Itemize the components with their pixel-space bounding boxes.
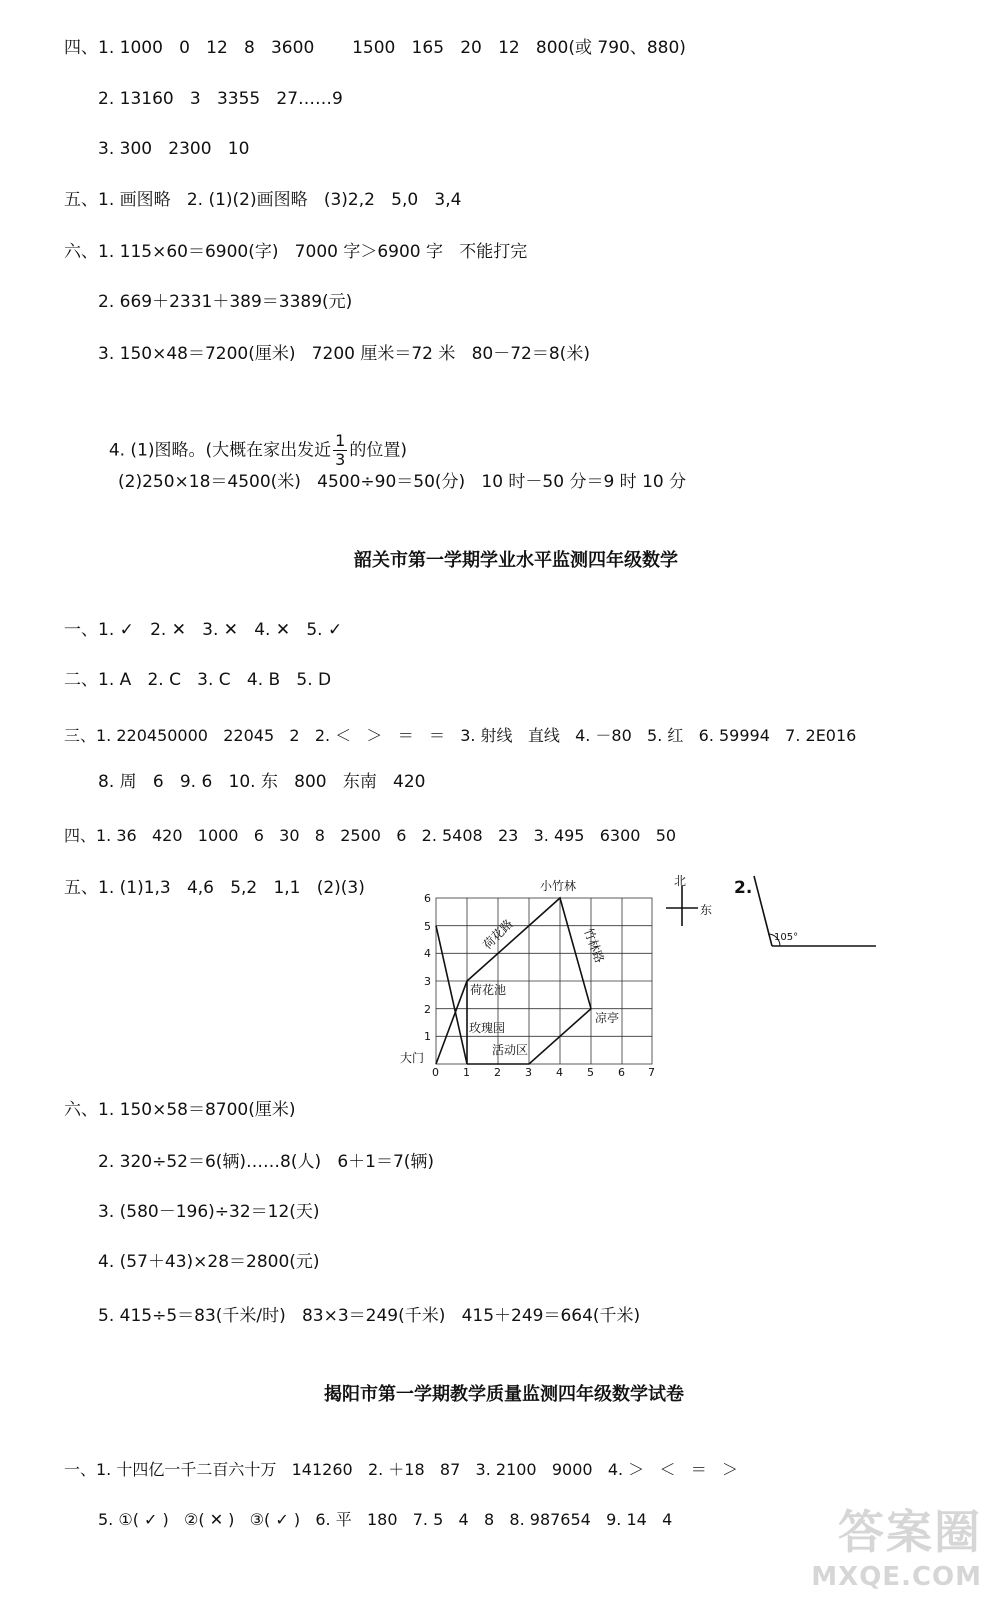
y-tick: 5 xyxy=(424,920,431,933)
answer-line-b6-2: 2. 320÷52＝6(辆)……8(人) 6＋1＝7(辆) xyxy=(98,1152,435,1172)
y-tick: 6 xyxy=(424,892,431,905)
answer-line-b5: 五、1. (1)1,3 4,6 5,2 1,1 (2)(3) xyxy=(64,878,365,898)
park-map xyxy=(396,870,676,1080)
x-tick: 3 xyxy=(525,1066,532,1079)
y-tick: 2 xyxy=(424,1003,431,1016)
answer-line-c5: 5. ①( ✓ ) ②( ✕ ) ③( ✓ ) 6. 平 180 7. 5 4 8 8. 987654 9. 14 4 xyxy=(98,1510,673,1529)
label-lotus-pond: 荷花池 xyxy=(470,983,507,997)
x-tick: 4 xyxy=(556,1066,563,1079)
fraction-denominator: 3 xyxy=(335,450,346,469)
label-activity-area: 活动区 xyxy=(492,1043,529,1057)
y-tick-labels xyxy=(424,892,431,1043)
answer-line-6-4-tail: 的位置) xyxy=(349,440,407,461)
label-bamboo-grove: 小竹林 xyxy=(540,879,577,893)
label-bamboo-road: 竹林路 xyxy=(581,926,607,965)
answer-line-6-2: 2. 669＋2331＋389＝3389(元) xyxy=(98,292,353,312)
answer-line-b6-4: 4. (57＋43)×28＝2800(元) xyxy=(98,1252,320,1272)
answer-line-b5-2: 2. xyxy=(734,878,753,898)
y-tick: 1 xyxy=(424,1030,431,1043)
answer-line-b2: 二、1. A 2. C 3. C 4. B 5. D xyxy=(64,670,332,690)
compass-north: 北 xyxy=(674,874,687,888)
y-tick: 4 xyxy=(424,947,431,960)
watermark-sub: MXQE.COM xyxy=(811,1562,982,1592)
answer-line-b6-3: 3. (580－196)÷32＝12(天) xyxy=(98,1202,320,1222)
x-tick: 2 xyxy=(494,1066,501,1079)
answer-line-4-2: 2. 13160 3 3355 27……9 xyxy=(98,89,343,109)
answer-line-6-4-2: (2)250×18＝4500(米) 4500÷90＝50(分) 10 时－50 分＝9 时 10 分 xyxy=(118,472,687,492)
x-tick: 5 xyxy=(587,1066,594,1079)
watermark-main: 答案圈 xyxy=(838,1505,982,1559)
fraction-numerator: 1 xyxy=(335,431,346,450)
answer-line-b3: 三、1. 220450000 22045 2 2. ＜ ＞ ＝ ＝ 3. 射线 直线 4. －80 5. 红 6. 59994 7. 2E016 xyxy=(64,726,857,745)
label-pavilion: 凉亭 xyxy=(595,1011,620,1025)
watermark-logo xyxy=(811,1496,982,1592)
map-grid xyxy=(436,898,652,1064)
x-tick: 6 xyxy=(618,1066,625,1079)
angle-figure xyxy=(748,868,888,958)
answer-line-b6-1: 六、1. 150×58＝8700(厘米) xyxy=(64,1100,296,1120)
section-heading-jieyang: 揭阳市第一学期教学质量监测四年级数学试卷 xyxy=(324,1384,684,1405)
x-tick: 0 xyxy=(432,1066,439,1079)
answer-line-b3b: 8. 周 6 9. 6 10. 东 800 东南 420 xyxy=(98,772,426,792)
answer-line-b6-5: 5. 415÷5＝83(千米/时) 83×3＝249(千米) 415＋249＝664(千米) xyxy=(98,1306,641,1326)
answer-line-4-3: 3. 300 2300 10 xyxy=(98,139,250,159)
fraction xyxy=(333,432,347,469)
answer-line-c1: 一、1. 十四亿一千二百六十万 141260 2. ＋18 87 3. 2100 9000 4. ＞ ＜ ＝ ＞ xyxy=(64,1460,738,1479)
x-tick-labels xyxy=(432,1066,655,1079)
x-tick: 1 xyxy=(463,1066,470,1079)
answer-line-b1: 一、1. ✓ 2. ✕ 3. ✕ 4. ✕ 5. ✓ xyxy=(64,620,343,640)
y-tick: 3 xyxy=(424,975,431,988)
section-heading-shaoguan: 韶关市第一学期学业水平监测四年级数学 xyxy=(354,550,678,571)
angle-label: 105° xyxy=(774,932,799,943)
answer-line-4-1: 四、1. 1000 0 12 8 3600 1500 165 20 12 800(或 790、880) xyxy=(64,38,686,58)
compass-east: 东 xyxy=(700,903,713,917)
answer-line-5: 五、1. 画图略 2. (1)(2)画图略 (3)2,2 5,0 3,4 xyxy=(64,190,462,210)
answer-line-6-1: 六、1. 115×60＝6900(字) 7000 字＞6900 字 不能打完 xyxy=(64,242,528,262)
label-gate: 大门 xyxy=(400,1051,425,1065)
answer-line-b4: 四、1. 36 420 1000 6 30 8 2500 6 2. 5408 23 3. 495 6300 50 xyxy=(64,826,677,845)
answer-line-6-4-text: 4. (1)图略。(大概在家出发近 xyxy=(108,440,332,461)
x-tick: 7 xyxy=(648,1066,655,1079)
answer-line-6-4 xyxy=(98,408,407,469)
label-rose-garden: 玫瑰园 xyxy=(469,1021,506,1035)
compass-icon xyxy=(662,872,722,932)
answer-line-6-3: 3. 150×48＝7200(厘米) 7200 厘米＝72 米 80－72＝8(米) xyxy=(98,344,590,364)
label-lotus-road: 荷花路 xyxy=(480,916,516,953)
